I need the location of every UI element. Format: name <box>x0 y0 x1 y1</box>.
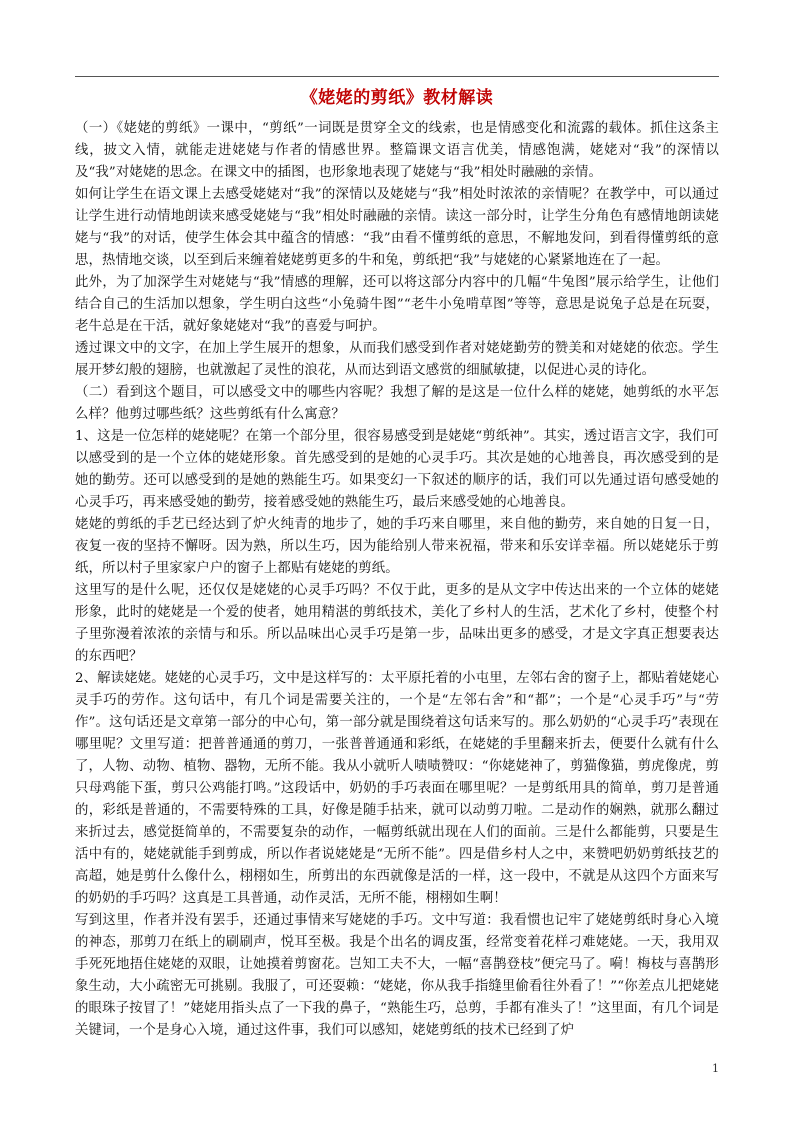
paragraph: 1、这是一位怎样的姥姥呢？在第一个部分里，很容易感受到是姥姥“剪纸神”。其实，透过语言文字，我们可以感受到的是一个立体的姥姥形象。首先感受到的是她的心灵手巧。其次是她的心地善良，再次感受到的是她的勤劳。还可以感受到的是她的熟能生巧。如果变幻一下叙述的顺序的话，我们可以先通过语句感受她的心灵手巧，再来感受她的勤劳，接着感受她的熟能生巧，最后来感受她的心地善良。 <box>75 429 719 510</box>
header-rule <box>75 76 719 77</box>
page-number: 1 <box>712 1062 719 1075</box>
paragraph: 如何让学生在语文课上去感受姥姥对“我”的深情以及姥姥与“我”相处时浓浓的亲情呢？在教学中，可以通过让学生进行动情地朗读来感受姥姥与“我”相处时融融的亲情。读这一部分时，让学生分角色有感情地朗读姥姥与“我”的对话，使学生体会其中蕴含的情感：“我”由看不懂剪纸的意思，不解地发问，到看得懂剪纸的意思，热情地交谈，以至到后来缠着姥姥剪更多的牛和兔，剪纸把“我”与姥姥的心紧紧地连在了一起。 <box>75 187 719 268</box>
paragraph: （一）《姥姥的剪纸》一课中，“剪纸”一词既是贯穿全文的线索，也是情感变化和流露的载体。抓住这条主线，披文入情，就能走进姥姥与作者的情感世界。整篇课文语言优美，情感饱满，姥姥对“我”的深情以及“我”对姥姥的思念。在课文中的插图，也形象地表现了姥姥与“我”相处时融融的亲情。 <box>75 121 719 180</box>
paragraph: 姥姥的剪纸的手艺已经达到了炉火纯青的地步了，她的手巧来自哪里，来自他的勤劳，来自她的日复一日，夜复一夜的坚持不懈呀。因为熟，所以生巧，因为能给别人带来祝福，带来和乐安详幸福。所以姥姥乐于剪纸，所以村子里家家户户的窗子上都贴有姥姥的剪纸。 <box>75 517 719 576</box>
paragraph: 写到这里，作者并没有罢手，还通过事情来写姥姥的手巧。文中写道：我看惯也记牢了姥姥剪纸时身心入境的神态，那剪刀在纸上的刷刷声，悦耳至极。我是个出名的调皮蛋，经常变着花样刁难姥姥。一天，我用双手死死地捂住姥姥的双眼，让她摸着剪窗花。岂知工夫不大，一幅“喜鹊登枝”便完马了。嗬！梅枝与喜鹊形象生动，大小疏密无可挑剔。我服了，可还耍赖：“姥姥，你从我手指缝里偷看往外看了！”“你差点儿把姥姥的眼珠子按冒了！”姥姥用指头点了一下我的鼻子，“熟能生巧，总剪，手都有准头了！”这里面，有几个词是关键词，一个是身心入境，通过这件事，我们可以感知，姥姥剪纸的技术已经到了炉 <box>75 913 719 1038</box>
paragraph: （二）看到这个题目，可以感受文中的哪些内容呢？我想了解的是这是一位什么样的姥姥，她剪纸的水平怎么样？他剪过哪些纸？这些剪纸有什么寓意？ <box>75 385 719 422</box>
paragraph: 2、解读姥姥。姥姥的心灵手巧，文中是这样写的：太平原托着的小屯里，左邻右舍的窗子上，都贴着姥姥心灵手巧的劳作。这句话中，有几个词是需要关注的，一个是“左邻右舍”和“都”；一个是“心灵手巧”与“劳作”。这句话还是文章第一部分的中心句，第一部分就是围绕着这句话来写的。那么奶奶的“心灵手巧”表现在哪里呢？文里写道：把普普通通的剪刀，一张普普通通和彩纸，在姥姥的手里翻来折去，便要什么就有什么了，人物、动物、植物、器物，无所不能。我从小就听人啧啧赞叹：“你姥姥神了，剪猫像猫，剪虎像虎，剪只母鸡能下蛋，剪只公鸡能打鸣。”这段话中，奶奶的手巧表面在哪里呢？一是剪纸用具的简单，剪刀是普通的，彩纸是普通的，不需要特殊的工具，好像是随手拈来，就可以动剪刀啦。二是动作的娴熟，就那么翻过来折过去，感觉挺简单的，不需要复杂的动作，一幅剪纸就出现在人们的面前。三是什么都能剪，只要是生活中有的，姥姥就能手到剪成，所以作者说姥姥是“无所不能”。四是借乡村人之中，来赞吧奶奶剪纸技艺的高超，她是剪什么像什么，栩栩如生，所剪出的东西就像是活的一样，这一段中，不就是从这四个方面来写的奶奶的手巧吗？这真是工具普通，动作灵活，无所不能，栩栩如生啊！ <box>75 671 719 906</box>
paragraph: 透过课文中的文字，在加上学生展开的想象，从而我们感受到作者对姥姥勤劳的赞美和对姥姥的依恋。学生展开梦幻般的翅膀，也就激起了灵性的浪花，从而达到语文感赏的细腻敏捷，以促进心灵的诗化。 <box>75 341 719 378</box>
document-title: 《姥姥的剪纸》教材解读 <box>300 88 494 108</box>
document-body <box>75 118 719 1042</box>
paragraph: 这里写的是什么呢，还仅仅是姥姥的心灵手巧吗？不仅于此，更多的是从文字中传达出来的一个立体的姥姥形象，此时的姥姥是一个爱的使者，她用精湛的剪纸技术，美化了乡村人的生活，艺术化了乡村，使整个村子里弥漫着浓浓的亲情与和乐。所以品味出心灵手巧是第一步，品味出更多的感受，才是文字真正想要表达的东西吧？ <box>75 583 719 664</box>
paragraph: 此外，为了加深学生对姥姥与“我”情感的理解，还可以将这部分内容中的几幅“牛兔图”展示给学生，让他们结合自己的生活加以想象，学生明白这些“小兔骑牛图”“老牛小兔啃草图”等等，意思是说兔子总是在玩耍，老牛总是在干活，就好象姥姥对“我”的喜爱与呵护。 <box>75 275 719 334</box>
